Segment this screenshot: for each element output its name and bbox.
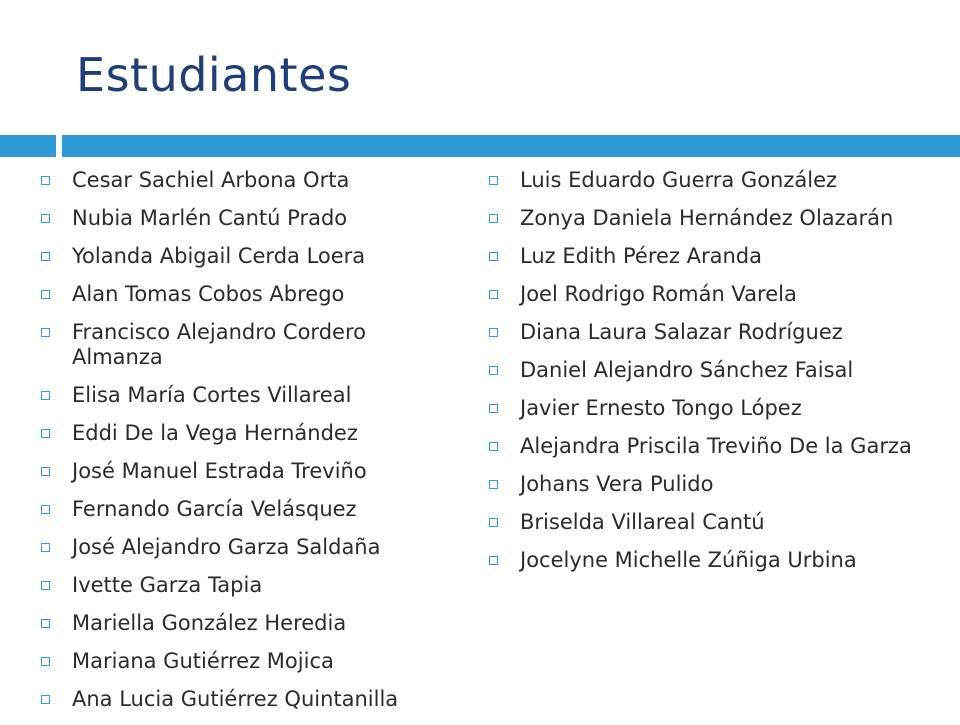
student-name: Javier Ernesto Tongo López bbox=[520, 396, 802, 420]
hollow-square-bullet-icon bbox=[489, 176, 498, 185]
list-item bbox=[486, 206, 926, 231]
list-item bbox=[486, 396, 926, 421]
hollow-square-bullet-icon bbox=[489, 556, 498, 565]
list-item bbox=[38, 535, 458, 560]
student-name: Daniel Alejandro Sánchez Faisal bbox=[520, 358, 854, 382]
list-item bbox=[38, 687, 458, 712]
student-name: Joel Rodrigo Román Varela bbox=[520, 282, 797, 306]
student-name: Ana Lucia Gutiérrez Quintanilla bbox=[72, 687, 399, 711]
student-name: Diana Laura Salazar Rodríguez bbox=[520, 320, 843, 344]
hollow-square-bullet-icon bbox=[41, 391, 50, 400]
hollow-square-bullet-icon bbox=[41, 543, 50, 552]
student-name: Luis Eduardo Guerra González bbox=[520, 168, 838, 192]
student-name: Fernando García Velásquez bbox=[72, 497, 357, 521]
list-item bbox=[38, 611, 458, 636]
hollow-square-bullet-icon bbox=[489, 328, 498, 337]
hollow-square-bullet-icon bbox=[41, 581, 50, 590]
hollow-square-bullet-icon bbox=[41, 619, 50, 628]
student-name: Zonya Daniela Hernández Olazarán bbox=[520, 206, 894, 230]
hollow-square-bullet-icon bbox=[41, 290, 50, 299]
list-item bbox=[38, 244, 458, 269]
student-name: Elisa María Cortes Villareal bbox=[72, 383, 352, 407]
list-item bbox=[486, 510, 926, 535]
hollow-square-bullet-icon bbox=[41, 328, 50, 337]
accent-bar-main bbox=[62, 135, 960, 157]
hollow-square-bullet-icon bbox=[489, 290, 498, 299]
list-item bbox=[38, 320, 458, 370]
student-name: Cesar Sachiel Arbona Orta bbox=[72, 168, 350, 192]
student-list-right bbox=[486, 168, 926, 586]
hollow-square-bullet-icon bbox=[489, 518, 498, 527]
student-name: José Manuel Estrada Treviño bbox=[72, 459, 367, 483]
list-item bbox=[486, 472, 926, 497]
list-item bbox=[38, 573, 458, 598]
student-name: Briselda Villareal Cantú bbox=[520, 510, 765, 534]
student-name: Mariana Gutiérrez Mojica bbox=[72, 649, 334, 673]
list-item bbox=[38, 459, 458, 484]
student-name: Alan Tomas Cobos Abrego bbox=[72, 282, 345, 306]
list-item bbox=[486, 244, 926, 269]
list-item bbox=[486, 168, 926, 193]
student-name: José Alejandro Garza Saldaña bbox=[72, 535, 381, 559]
hollow-square-bullet-icon bbox=[489, 480, 498, 489]
hollow-square-bullet-icon bbox=[41, 429, 50, 438]
student-name: Yolanda Abigail Cerda Loera bbox=[72, 244, 366, 268]
hollow-square-bullet-icon bbox=[489, 366, 498, 375]
student-name: Nubia Marlén Cantú Prado bbox=[72, 206, 348, 230]
accent-bar-left bbox=[0, 135, 56, 157]
hollow-square-bullet-icon bbox=[41, 176, 50, 185]
list-item bbox=[38, 168, 458, 193]
list-item bbox=[486, 434, 926, 459]
student-name: Luz Edith Pérez Aranda bbox=[520, 244, 762, 268]
list-item bbox=[38, 383, 458, 408]
list-item bbox=[486, 358, 926, 383]
hollow-square-bullet-icon bbox=[489, 404, 498, 413]
student-name: Eddi De la Vega Hernández bbox=[72, 421, 358, 445]
list-item bbox=[486, 320, 926, 345]
list-item bbox=[38, 282, 458, 307]
student-name: Ivette Garza Tapia bbox=[72, 573, 263, 597]
list-item bbox=[486, 548, 926, 573]
student-name: Mariella González Heredia bbox=[72, 611, 347, 635]
hollow-square-bullet-icon bbox=[41, 252, 50, 261]
list-item bbox=[38, 497, 458, 522]
hollow-square-bullet-icon bbox=[41, 695, 50, 704]
hollow-square-bullet-icon bbox=[489, 214, 498, 223]
hollow-square-bullet-icon bbox=[41, 467, 50, 476]
hollow-square-bullet-icon bbox=[489, 442, 498, 451]
student-name: Jocelyne Michelle Zúñiga Urbina bbox=[520, 548, 857, 572]
student-name: Johans Vera Pulido bbox=[520, 472, 714, 496]
list-item bbox=[38, 649, 458, 674]
hollow-square-bullet-icon bbox=[41, 657, 50, 666]
hollow-square-bullet-icon bbox=[489, 252, 498, 261]
list-item bbox=[38, 206, 458, 231]
list-item bbox=[38, 421, 458, 446]
hollow-square-bullet-icon bbox=[41, 505, 50, 514]
slide-title: Estudiantes bbox=[76, 48, 352, 102]
student-name: Francisco Alejandro Cordero Almanza bbox=[72, 320, 366, 369]
hollow-square-bullet-icon bbox=[41, 214, 50, 223]
list-item bbox=[486, 282, 926, 307]
student-name: Alejandra Priscila Treviño De la Garza bbox=[520, 434, 912, 458]
student-list-left bbox=[38, 168, 458, 725]
